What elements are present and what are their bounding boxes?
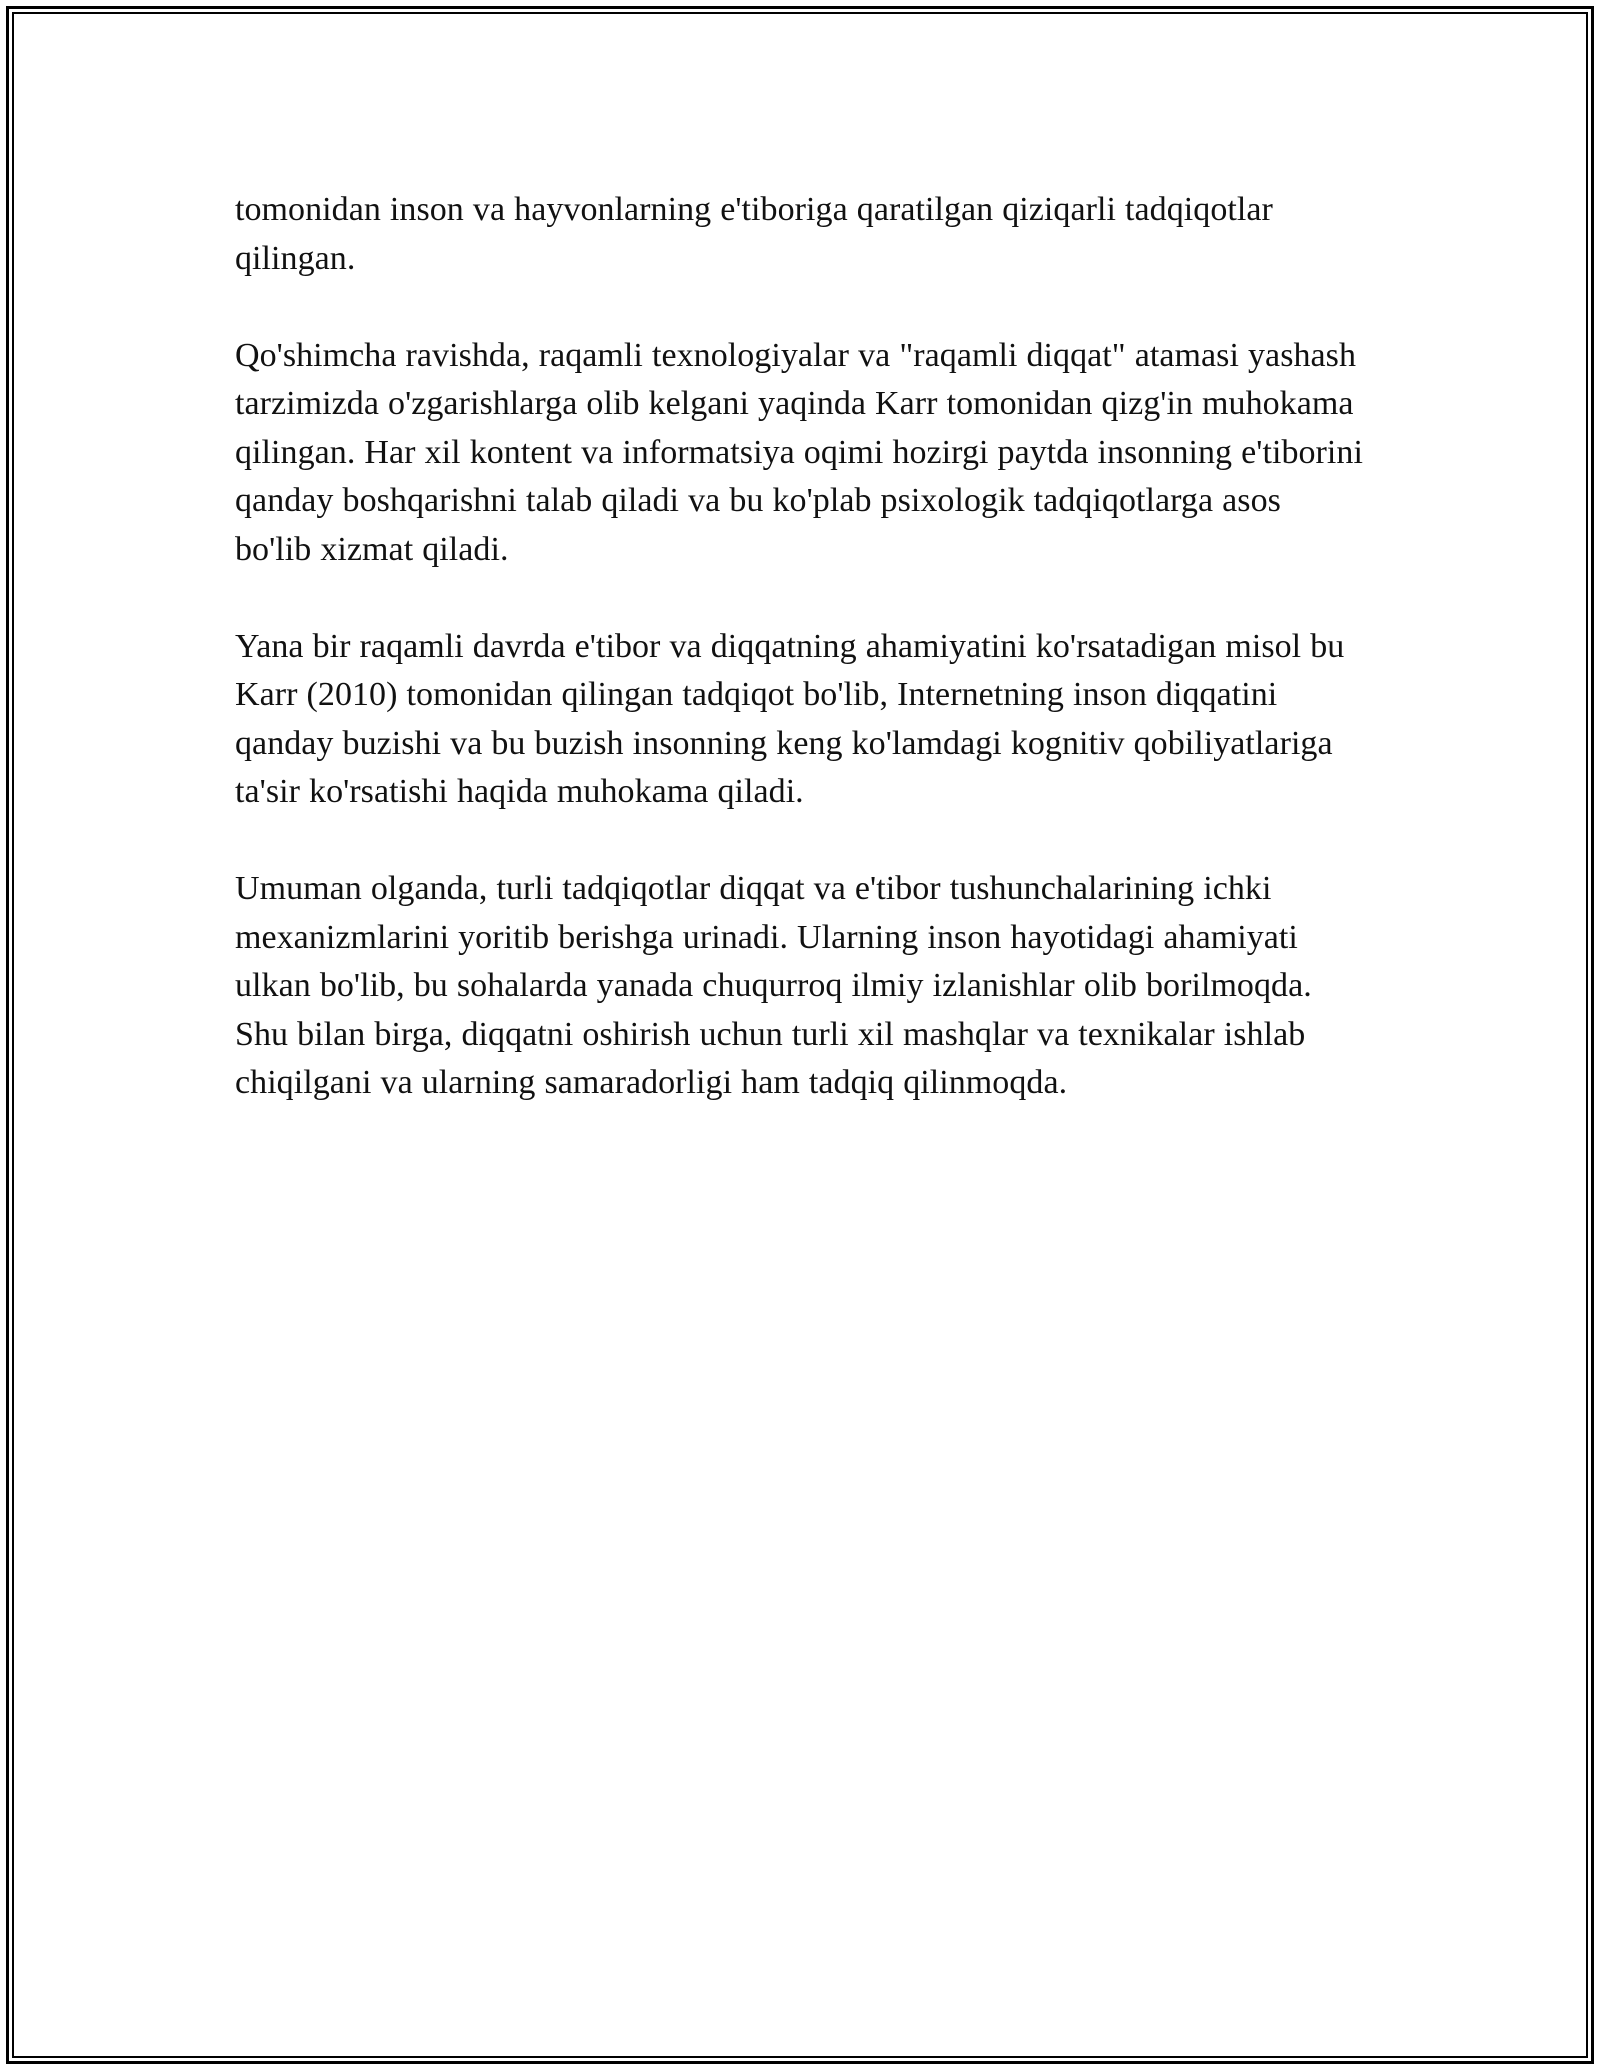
paragraph-1: tomonidan inson va hayvonlarning e'tiboriga qaratilgan qiziqarli tadqiqotlar qilingan.: [235, 191, 1273, 277]
document-body: [235, 186, 1365, 1156]
paragraph-2: Qo'shimcha ravishda, raqamli texnologiyalar va "raqamli diqqat" atamasi yashash tarzimizda o'zgarishlarga olib kelgani yaqinda Karr tomonidan qizg'in muhokama qilingan. Har xil kontent va informatsiya oqimi hozirgi paytda insonning e'tiborini qanday boshqarishni talab qiladi va bu ko'plab psixologik tadqiqotlarga asos bo'lib xizmat qiladi.: [235, 336, 1363, 568]
paragraph-3: Yana bir raqamli davrda e'tibor va diqqatning ahamiyatini ko'rsatadigan misol bu Karr (2010) tomonidan qilingan tadqiqot bo'lib, Internetning inson diqqatini qanday buzishi va bu buzish insonning keng ko'lamdagi kognitiv qobiliyatlariga ta'sir ko'rsatishi haqida muhokama qiladi.: [235, 627, 1345, 810]
paragraph-4: Umuman olganda, turli tadqiqotlar diqqat va e'tibor tushunchalarining ichki mexanizmlarini yoritib berishga urinadi. Ularning inson hayotidagi ahamiyati ulkan bo'lib, bu sohalarda yanada chuqurroq ilmiy izlanishlar olib borilmoqda. Shu bilan birga, diqqatni oshirish uchun turli xil mashqlar va texnikalar ishlab chiqilgani va ularning samaradorligi ham tadqiq qilinmoqda.: [235, 870, 1312, 1101]
